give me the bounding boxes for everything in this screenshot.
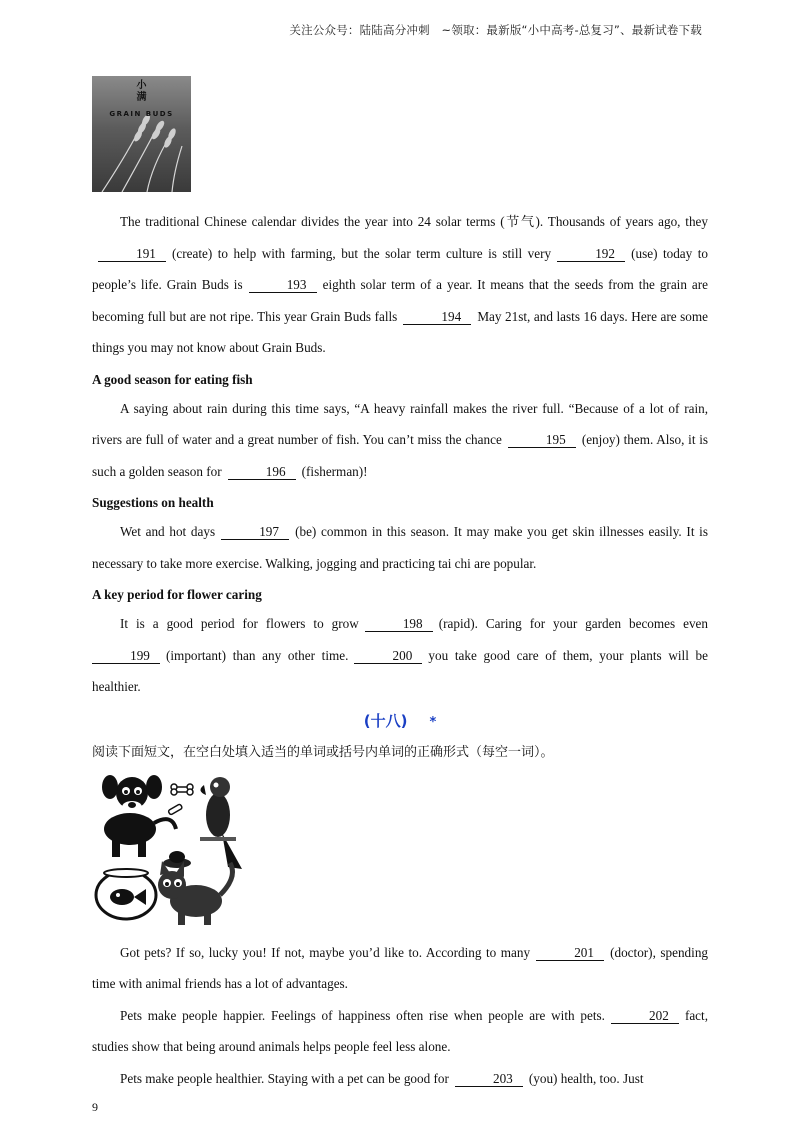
star-mark: * — [429, 714, 437, 730]
blank-200[interactable]: 200 — [354, 648, 422, 664]
blank-201[interactable]: 201 — [536, 945, 604, 961]
blank-198[interactable]: 198 — [365, 616, 433, 632]
passage1-paragraph3: Wet and hot days 197 (be) common in this season. It may make you get skin illnesses easily. It is necessary to take more exercise. Walking, jogging and practicing tai chi are popular. — [92, 524, 708, 571]
cat-icon — [158, 861, 232, 925]
fishbowl-icon — [96, 869, 156, 919]
blank-193[interactable]: 193 — [249, 277, 317, 293]
passage2-paragraph2: Pets make people happier. Feelings of happiness often rise when people are with pets. 202 fact, studies show that being around animals helps people feel less alone. — [92, 1007, 708, 1054]
passage2-paragraph1: Got pets? If so, lucky you! If not, maybe you’d like to. According to many 201 (doctor), spending time with animal friends has a lot of advantages. — [92, 944, 709, 991]
subheading-health: Suggestions on health — [92, 495, 214, 510]
section-title: (十八) * — [363, 711, 437, 730]
passage1-paragraph4: It is a good period for flowers to grow 198 (rapid). Caring for your garden becomes even 199 (important) than any other time. 200 you take good care of them, your plants will be healthier. — [92, 616, 708, 694]
blank-192[interactable]: 192 — [557, 246, 625, 262]
bone-icon — [168, 784, 193, 815]
blank-195[interactable]: 195 — [508, 432, 576, 448]
passage2-paragraph3: Pets make people healthier. Staying with a pet can be good for 203 (you) health, too. Just — [120, 1070, 644, 1086]
logo-english: GRAIN BUDS — [109, 110, 174, 118]
blank-197[interactable]: 197 — [221, 524, 289, 540]
parrot-icon — [200, 777, 242, 869]
page-number: 9 — [92, 1100, 98, 1114]
blank-203[interactable]: 203 — [455, 1071, 523, 1087]
blank-199[interactable]: 199 — [92, 648, 160, 664]
passage1-paragraph1: The traditional Chinese calendar divides the year into 24 solar terms (节气). Thousands of years ago, they191 (create) to help with farming, but the solar term culture is still very 192 (use) today to people’s life. Grain Buds is 193 eighth solar term of a year. It means that the seeds from the grain are becoming full but are not ripe. This year Grain Buds falls 194 May 21st, and lasts 16 days. Here are some things you may not know about Grain Buds. — [92, 214, 709, 355]
page-content — [92, 76, 708, 1094]
grain-buds-image — [92, 76, 191, 192]
blank-191[interactable]: 191 — [98, 246, 166, 262]
logo-line2: 满 — [136, 92, 147, 103]
pets-illustration — [92, 773, 252, 933]
page-header: 关注公众号：陆陆高分冲刺 ~领取：最新版“小中高考-总复习”、最新试卷下载 — [289, 23, 702, 37]
instruction-text: 阅读下面短文，在空白处填入适当的单词或括号内单词的正确形式（每空一词）。 — [92, 744, 554, 760]
blank-196[interactable]: 196 — [228, 464, 296, 480]
subheading-fish: A good season for eating fish — [92, 371, 253, 387]
passage1-paragraph2: A saying about rain during this time says, “A heavy rainfall makes the river full. “Because of a lot of rain, rivers are full of water and a great number of fish. You can’t miss the chance 195 (enjoy) them. Also, it is such a golden season for 196 (fisherman)! — [92, 400, 708, 479]
blank-202[interactable]: 202 — [611, 1008, 679, 1024]
logo-line1: 小 — [136, 80, 147, 91]
subheading-flowers: A key period for flower caring — [92, 587, 262, 602]
blank-194[interactable]: 194 — [403, 309, 471, 325]
